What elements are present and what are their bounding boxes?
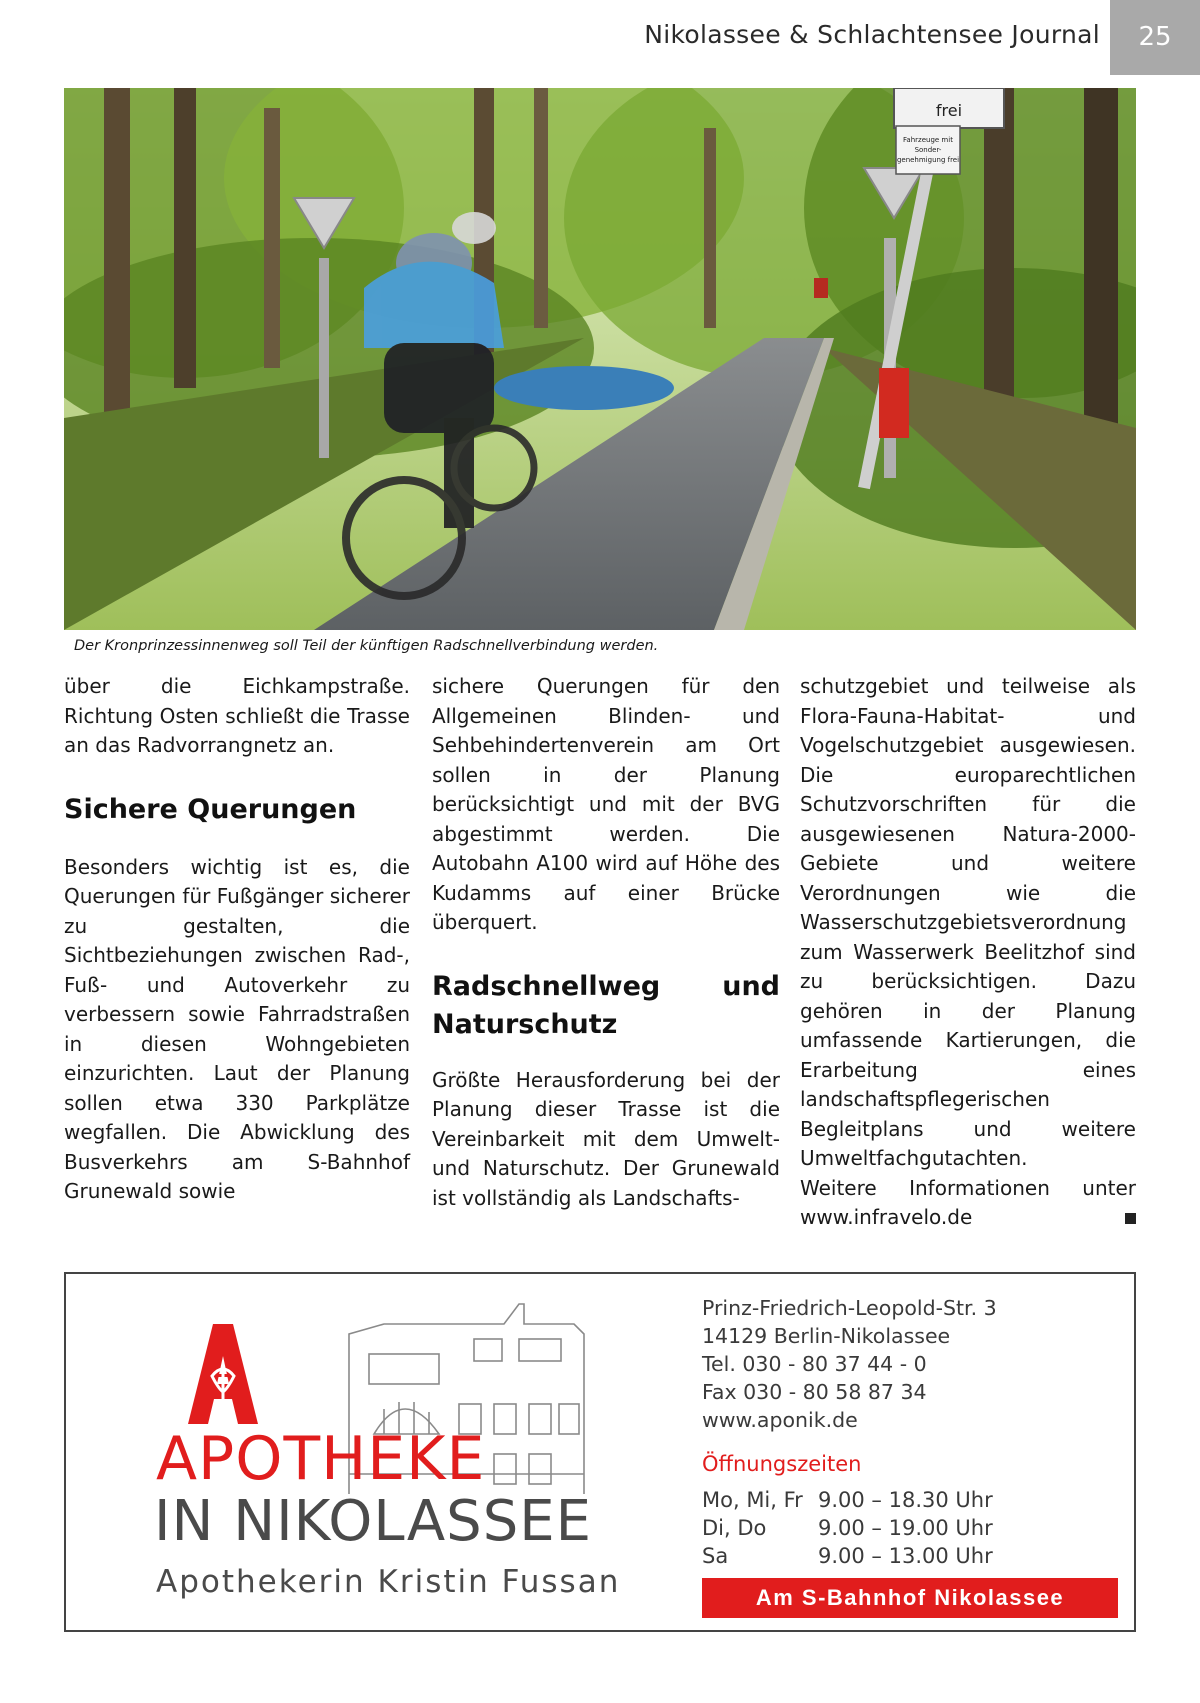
paragraph-more-info — [800, 1174, 1136, 1233]
pharmacist-name: Apothekerin Kristin Fussan — [156, 1564, 621, 1600]
pharmacy-phone: Tel. 030 - 80 37 44 - 0 — [702, 1352, 927, 1376]
paragraph: sichere Querungen für den Allgemeinen Blinden- und Sehbehindertenverein am Ort sollen in der Planung berücksichtigt und mit der BVG abgestimmt werden. Die Autobahn A100 wird auf Höhe des Kudamms auf einer Brücke überquert. — [432, 674, 780, 934]
hours-day: Sa — [702, 1544, 729, 1568]
sign-frei: frei — [935, 101, 963, 120]
hours-day: Mo, Mi, Fr — [702, 1488, 803, 1512]
hours-row — [702, 1514, 993, 1542]
paragraph: Besonders wichtig ist es, die Querungen für Fußgänger sicherer zu gestalten, die Sichtbeziehungen zwischen Rad-, Fuß- und Autoverkehr zu verbessern sowie Fahrradstraßen in diesen Wohngebieten einzurichten. Laut der Planung sollen etwa 330 Parkplätze wegfallen. Die Abwicklung des Busverkehrs am S-Bahnhof Grunewald sowie — [64, 854, 410, 1203]
svg-text:genehmigung frei: genehmigung frei — [896, 156, 960, 164]
article-column-3 — [800, 672, 1136, 1233]
page-number: 25 — [1110, 0, 1200, 75]
article-end-icon — [1125, 1213, 1136, 1224]
hours-day: Di, Do — [702, 1516, 767, 1540]
photo-caption: Der Kronprinzessinnenweg soll Teil der künftigen Radschnellverbindung werden. — [74, 638, 659, 654]
opening-hours-title: Öffnungszeiten — [702, 1452, 862, 1476]
article-column-2 — [432, 672, 780, 1213]
pharmacy-address: Prinz-Friedrich-Leopold-Str. 3 — [702, 1296, 997, 1320]
location-banner: Am S-Bahnhof Nikolassee — [702, 1578, 1118, 1618]
hours-time: 9.00 – 18.30 Uhr — [818, 1488, 993, 1512]
hours-time: 9.00 – 19.00 Uhr — [818, 1516, 993, 1540]
pharmacy-name-line2: IN NIKOLASSEE — [154, 1489, 593, 1554]
pharmacy-contact — [702, 1294, 1122, 1434]
journal-title: Nikolassee & Schlachtensee Journal — [644, 20, 1100, 49]
pharmacy-ad — [64, 1272, 1136, 1632]
pharmacy-logo-icon — [158, 1314, 278, 1438]
paragraph: Größte Herausforderung bei der Planung dieser Trasse ist die Vereinbarkeit mit dem Umwelt- und Naturschutz. Der Grunewald ist vollständig als Landschafts- — [432, 1067, 780, 1210]
pharmacy-city: 14129 Berlin-Nikolassee — [702, 1324, 951, 1348]
article-column-1 — [64, 672, 410, 1207]
paragraph: über die Eichkampstraße. Richtung Osten schließt die Trasse an das Radvorrangnetz an. — [64, 674, 410, 757]
subheading-radschnellweg: Radschnellweg und Naturschutz — [432, 970, 780, 1040]
hours-row — [702, 1542, 993, 1570]
svg-text:Sonder-: Sonder- — [914, 146, 942, 154]
pharmacy-fax: Fax 030 - 80 58 87 34 — [702, 1380, 927, 1404]
hours-row — [702, 1486, 993, 1514]
more-info-text: Weitere Informationen unter www.infravelo.de — [800, 1175, 1136, 1229]
svg-text:Fahrzeuge mit: Fahrzeuge mit — [903, 136, 953, 144]
pharmacy-website-link[interactable]: www.aponik.de — [702, 1408, 858, 1432]
article-photo — [64, 88, 1136, 630]
pharmacy-name-line1: APOTHEKE — [156, 1424, 486, 1494]
subheading-sichere-querungen: Sichere Querungen — [64, 793, 357, 825]
opening-hours-list — [702, 1486, 993, 1570]
hours-time: 9.00 – 13.00 Uhr — [818, 1544, 993, 1568]
paragraph: schutzgebiet und teilweise als Flora-Fauna-Habitat- und Vogelschutzgebiet ausgewiesen. Die europarechtlichen Schutzvorschriften für die ausgewiesenen Natura-2000-Gebiete und weitere Verordnungen wie die Wasserschutzgebietsverordnung zum Wasserwerk Beelitzhof sind zu berücksichtigen. Dazu gehören in der Planung umfassende Kartierungen, die Erarbeitung eines landschaftspflegerischen Begleitplans und weitere Umweltfachgutachten. — [800, 674, 1136, 1170]
